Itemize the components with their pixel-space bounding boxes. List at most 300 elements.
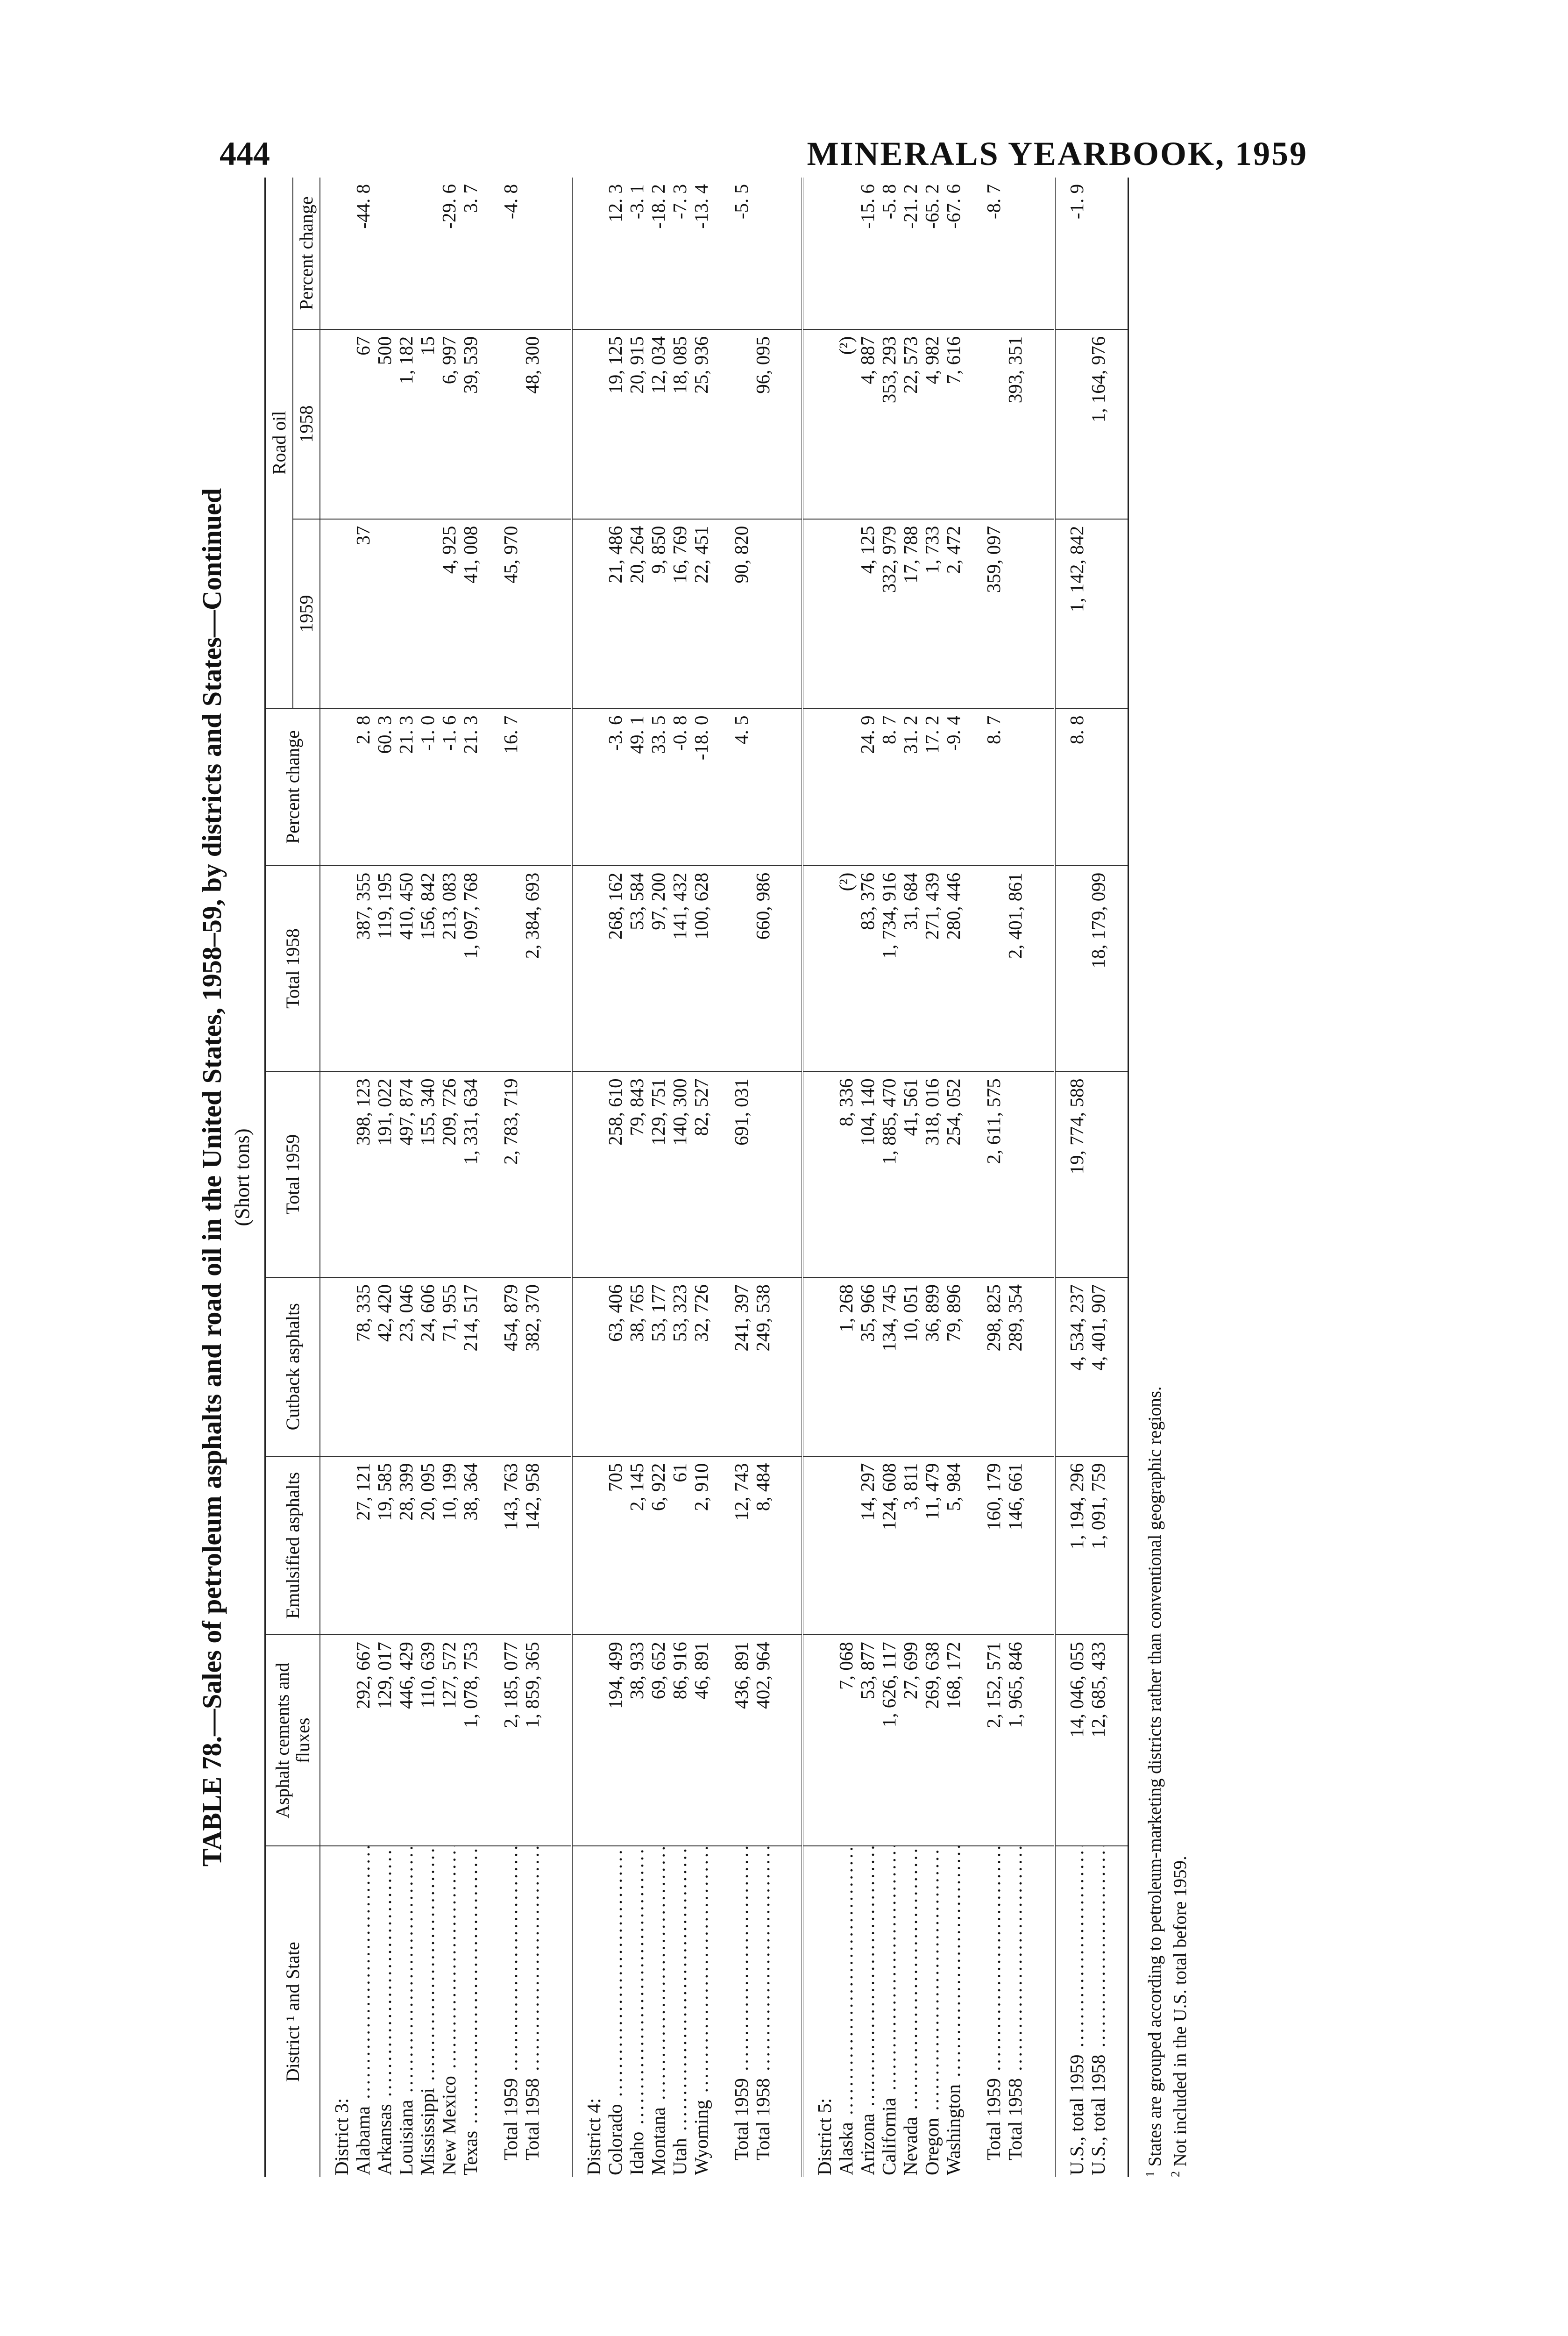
footnote: $^1$ States are grouped according to petroleum-marketing districts rather than conventional geographic regions. (1143, 1386, 1165, 2177)
row-label: Total 1959 (731, 2078, 752, 2160)
table-row (857, 178, 878, 2177)
cell: -1. 9 (1055, 178, 1087, 329)
cell: 4, 925 (438, 519, 460, 709)
table-row (647, 178, 669, 2177)
cell: 705 (604, 1456, 626, 1635)
cell: -5. 8 (878, 178, 900, 329)
cell: 5, 984 (943, 1456, 964, 1635)
cell: 142, 958 (521, 1456, 543, 1635)
header-road-1958: 1958 (293, 329, 320, 519)
cell: 1, 734, 916 (878, 866, 900, 1072)
cell: 3. 7 (460, 178, 481, 329)
cell: -7. 3 (669, 178, 690, 329)
cell: 14, 046, 055 (1055, 1635, 1087, 1846)
cell: 28, 399 (395, 1456, 417, 1635)
row-label: Total 1958 (752, 2078, 773, 2160)
table-row (395, 178, 417, 2177)
cell: -15. 6 (857, 178, 878, 329)
cell: 2, 152, 571 (983, 1635, 1004, 1846)
footnotes (1140, 178, 1191, 2177)
cell: 124, 608 (878, 1456, 900, 1635)
cell: 96, 095 (752, 329, 773, 519)
row-label: U.S., total 1958 (1087, 2054, 1109, 2175)
cell (1087, 708, 1109, 865)
cell: 20, 264 (626, 519, 647, 709)
cell: 79, 896 (943, 1277, 964, 1456)
cell (752, 178, 773, 329)
table-row (626, 178, 647, 2177)
header-percent-change: Percent change (265, 708, 320, 865)
district-heading-row (320, 178, 352, 2177)
cell (500, 329, 521, 519)
row-label: Alaska (835, 2122, 857, 2175)
cell: -13. 4 (690, 178, 712, 329)
cell: 24. 9 (857, 708, 878, 865)
cell: 12. 3 (604, 178, 626, 329)
cell (1087, 519, 1109, 709)
cell (417, 178, 438, 329)
cell: 4. 5 (731, 708, 752, 865)
cell: 2, 384, 693 (521, 866, 543, 1072)
header-road-percent-change: Percent change (293, 178, 320, 329)
cell: 691, 031 (731, 1071, 752, 1277)
cell (1055, 866, 1087, 1072)
cell: 1, 182 (395, 329, 417, 519)
cell (731, 866, 752, 1072)
cell: 2, 185, 077 (500, 1635, 521, 1846)
cell: 10, 051 (900, 1277, 921, 1456)
cell (521, 519, 543, 709)
cell: 90, 820 (731, 519, 752, 709)
cell: 37 (352, 519, 374, 709)
cell: 254, 052 (943, 1071, 964, 1277)
table-row (352, 178, 374, 2177)
cell: 48, 300 (521, 329, 543, 519)
cell: 18, 085 (669, 329, 690, 519)
cell: 4, 982 (921, 329, 943, 519)
cell: 402, 964 (752, 1635, 773, 1846)
footnote: $^2$ Not included in the U.S. total before 1959. (1169, 1856, 1190, 2177)
cell (983, 329, 1004, 519)
table-row (438, 178, 460, 2177)
row-label: Utah (669, 2138, 690, 2175)
cell: 71, 955 (438, 1277, 460, 1456)
cell: 1, 331, 634 (460, 1071, 481, 1277)
cell: 292, 667 (352, 1635, 374, 1846)
cell: (²) (835, 329, 857, 519)
cell: 289, 354 (1004, 1277, 1026, 1456)
cell: 16, 769 (669, 519, 690, 709)
district-heading-row (802, 178, 835, 2177)
row-label: Wyoming (690, 2100, 712, 2175)
cell: 53, 877 (857, 1635, 878, 1846)
cell: 12, 743 (731, 1456, 752, 1635)
cell: 6, 997 (438, 329, 460, 519)
cell: 168, 172 (943, 1635, 964, 1846)
cell (1004, 178, 1026, 329)
cell: 45, 970 (500, 519, 521, 709)
cell: 209, 726 (438, 1071, 460, 1277)
cell: -0. 8 (669, 708, 690, 865)
district-heading-row (572, 178, 604, 2177)
row-label: Total 1959 (500, 2078, 521, 2160)
cell: 10, 199 (438, 1456, 460, 1635)
cell: 382, 370 (521, 1277, 543, 1456)
cell: 500 (374, 329, 395, 519)
cell (835, 519, 857, 709)
row-label: Colorado (604, 2104, 626, 2175)
cell: 23, 046 (395, 1277, 417, 1456)
row-label: Mississippi (417, 2088, 438, 2175)
cell: 140, 300 (669, 1071, 690, 1277)
header-emulsified: Emulsified asphalts (265, 1456, 320, 1635)
cell: 8. 7 (983, 708, 1004, 865)
cell: 387, 355 (352, 866, 374, 1072)
district-heading: District 3: (331, 2098, 352, 2175)
cell: 12, 685, 433 (1087, 1635, 1109, 1846)
cell: -18. 0 (690, 708, 712, 865)
cell (374, 519, 395, 709)
cell (983, 866, 1004, 1072)
cell: 21. 3 (395, 708, 417, 865)
cell: 1, 885, 470 (878, 1071, 900, 1277)
cell (1004, 1071, 1026, 1277)
cell: 156, 842 (417, 866, 438, 1072)
cell: 269, 638 (921, 1635, 943, 1846)
cell: 7, 068 (835, 1635, 857, 1846)
cell (1004, 519, 1026, 709)
row-label: Oregon (921, 2118, 943, 2175)
table-row (417, 178, 438, 2177)
cell (1055, 329, 1087, 519)
cell: 2, 783, 719 (500, 1071, 521, 1277)
cell: 31, 684 (900, 866, 921, 1072)
cell: 35, 966 (857, 1277, 878, 1456)
cell: 1, 078, 753 (460, 1635, 481, 1846)
running-title: MINERALS YEARBOOK, 1959 (807, 135, 1308, 172)
cell: 353, 293 (878, 329, 900, 519)
cell: 9, 850 (647, 519, 669, 709)
cell: 82, 527 (690, 1071, 712, 1277)
cell: 27, 699 (900, 1635, 921, 1846)
header-asphalt-cements: Asphalt cements and fluxes (265, 1635, 320, 1846)
cell: 129, 751 (647, 1071, 669, 1277)
cell: 16. 7 (500, 708, 521, 865)
cell: 38, 765 (626, 1277, 647, 1456)
cell: 8, 484 (752, 1456, 773, 1635)
cell: 332, 979 (878, 519, 900, 709)
cell: 213, 083 (438, 866, 460, 1072)
cell (752, 1071, 773, 1277)
cell: 60. 3 (374, 708, 395, 865)
cell: 8. 8 (1055, 708, 1087, 865)
table-header (265, 178, 320, 2177)
cell: 86, 916 (669, 1635, 690, 1846)
cell (1087, 1071, 1109, 1277)
cell (752, 708, 773, 865)
cell: 146, 661 (1004, 1456, 1026, 1635)
cell: -18. 2 (647, 178, 669, 329)
cell: 268, 162 (604, 866, 626, 1072)
cell: 1, 733 (921, 519, 943, 709)
cell: 155, 340 (417, 1071, 438, 1277)
cell: 127, 572 (438, 1635, 460, 1846)
table-row (460, 178, 481, 2177)
cell: 249, 538 (752, 1277, 773, 1456)
cell: 2, 611, 575 (983, 1071, 1004, 1277)
cell: 11, 479 (921, 1456, 943, 1635)
cell: -65. 2 (921, 178, 943, 329)
cell (395, 519, 417, 709)
cell (1087, 178, 1109, 329)
row-label: Louisiana (395, 2100, 417, 2175)
table-row (878, 178, 900, 2177)
table-row (604, 178, 626, 2177)
cell: 42, 420 (374, 1277, 395, 1456)
cell: 1, 091, 759 (1087, 1456, 1109, 1635)
cell: 97, 200 (647, 866, 669, 1072)
cell: -44. 8 (352, 178, 374, 329)
row-label: New Mexico (438, 2076, 460, 2175)
cell: 21. 3 (460, 708, 481, 865)
cell (835, 708, 857, 865)
cell (374, 178, 395, 329)
cell: 41, 008 (460, 519, 481, 709)
cell: 410, 450 (395, 866, 417, 1072)
cell: -29. 6 (438, 178, 460, 329)
header-stub: District ¹ and State (265, 1846, 320, 2178)
row-label: Montana (647, 2107, 669, 2175)
table-body (320, 178, 1128, 2177)
header-total-1958: Total 1958 (265, 866, 320, 1072)
cell: 19, 774, 588 (1055, 1071, 1087, 1277)
cell: -4. 8 (500, 178, 521, 329)
cell: 83, 376 (857, 866, 878, 1072)
district-heading: District 5: (814, 2098, 835, 2175)
row-label: Total 1958 (521, 2078, 543, 2160)
cell: 14, 297 (857, 1456, 878, 1635)
row-label: Arkansas (374, 2104, 395, 2175)
cell: 104, 140 (857, 1071, 878, 1277)
cell: 7, 616 (943, 329, 964, 519)
row-label: Idaho (626, 2131, 647, 2175)
cell: 134, 745 (878, 1277, 900, 1456)
total-row (500, 178, 521, 2177)
cell: 359, 097 (983, 519, 1004, 709)
cell: 454, 879 (500, 1277, 521, 1456)
cell: 78, 335 (352, 1277, 374, 1456)
table-row (900, 178, 921, 2177)
cell: 446, 429 (395, 1635, 417, 1846)
cell: 22, 451 (690, 519, 712, 709)
cell: 1, 859, 365 (521, 1635, 543, 1846)
cell: 24, 606 (417, 1277, 438, 1456)
cell (521, 178, 543, 329)
cell: 160, 179 (983, 1456, 1004, 1635)
cell: 38, 364 (460, 1456, 481, 1635)
cell: 194, 499 (604, 1635, 626, 1846)
cell: 20, 095 (417, 1456, 438, 1635)
us-total-row (1055, 178, 1087, 2177)
cell: -67. 6 (943, 178, 964, 329)
header-road-1959: 1959 (293, 519, 320, 709)
total-row (1004, 178, 1026, 2177)
total-row (521, 178, 543, 2177)
cell: 17, 788 (900, 519, 921, 709)
row-label: Nevada (900, 2116, 921, 2175)
cell: 18, 179, 099 (1087, 866, 1109, 1072)
cell: 4, 534, 237 (1055, 1277, 1087, 1456)
cell: 69, 652 (647, 1635, 669, 1846)
row-label: Total 1958 (1004, 2078, 1026, 2160)
cell: 53, 584 (626, 866, 647, 1072)
cell: 41, 561 (900, 1071, 921, 1277)
cell: 53, 323 (669, 1277, 690, 1456)
cell: -9. 4 (943, 708, 964, 865)
cell: 143, 763 (500, 1456, 521, 1635)
cell: 214, 517 (460, 1277, 481, 1456)
cell: -1. 6 (438, 708, 460, 865)
cell: 1, 626, 117 (878, 1635, 900, 1846)
cell: 79, 843 (626, 1071, 647, 1277)
cell: 61 (669, 1456, 690, 1635)
cell: 271, 439 (921, 866, 943, 1072)
table-row (669, 178, 690, 2177)
table-row (690, 178, 712, 2177)
cell: 33. 5 (647, 708, 669, 865)
header-cutback: Cutback asphalts (265, 1277, 320, 1456)
cell: 4, 887 (857, 329, 878, 519)
cell: 2. 8 (352, 708, 374, 865)
cell (521, 1071, 543, 1277)
row-label: Arizona (857, 2113, 878, 2175)
cell: 49. 1 (626, 708, 647, 865)
total-row (752, 178, 773, 2177)
cell: 6, 922 (647, 1456, 669, 1635)
cell: 393, 351 (1004, 329, 1026, 519)
cell: 19, 125 (604, 329, 626, 519)
cell: 497, 874 (395, 1071, 417, 1277)
cell: -3. 1 (626, 178, 647, 329)
cell: 2, 910 (690, 1456, 712, 1635)
cell (521, 708, 543, 865)
cell: 1, 965, 846 (1004, 1635, 1026, 1846)
cell: 63, 406 (604, 1277, 626, 1456)
cell: 1, 268 (835, 1277, 857, 1456)
row-label: Washington (943, 2084, 964, 2175)
cell: 2, 401, 861 (1004, 866, 1026, 1072)
cell: 141, 432 (669, 866, 690, 1072)
cell: 1, 194, 296 (1055, 1456, 1087, 1635)
cell: 119, 195 (374, 866, 395, 1072)
cell: 19, 585 (374, 1456, 395, 1635)
row-label: Alabama (352, 2106, 374, 2175)
cell: 46, 891 (690, 1635, 712, 1846)
us-total-row (1087, 178, 1109, 2177)
cell: 38, 933 (626, 1635, 647, 1846)
table-row (835, 178, 857, 2177)
table-unit: (Short tons) (231, 1128, 254, 1226)
total-row (731, 178, 752, 2177)
table-row (374, 178, 395, 2177)
cell: 2, 472 (943, 519, 964, 709)
cell (500, 866, 521, 1072)
cell: 191, 022 (374, 1071, 395, 1277)
cell: 20, 915 (626, 329, 647, 519)
cell: 27, 121 (352, 1456, 374, 1635)
cell: 22, 573 (900, 329, 921, 519)
cell: -1. 0 (417, 708, 438, 865)
header-road-oil: Road oil (265, 178, 293, 708)
cell (1004, 708, 1026, 865)
cell: 1, 164, 976 (1087, 329, 1109, 519)
cell: -21. 2 (900, 178, 921, 329)
cell: 398, 123 (352, 1071, 374, 1277)
row-label: Total 1959 (983, 2078, 1004, 2160)
cell: 241, 397 (731, 1277, 752, 1456)
cell: 12, 034 (647, 329, 669, 519)
cell: 100, 628 (690, 866, 712, 1072)
cell: 67 (352, 329, 374, 519)
cell: 3, 811 (900, 1456, 921, 1635)
cell: 25, 936 (690, 329, 712, 519)
cell: 258, 610 (604, 1071, 626, 1277)
cell: 15 (417, 329, 438, 519)
cell: -8. 7 (983, 178, 1004, 329)
cell (835, 178, 857, 329)
cell: 4, 401, 907 (1087, 1277, 1109, 1456)
cell (752, 519, 773, 709)
table-row (943, 178, 964, 2177)
cell: (²) (835, 866, 857, 1072)
cell: 318, 016 (921, 1071, 943, 1277)
row-label: U.S., total 1959 (1066, 2054, 1087, 2175)
cell: 21, 486 (604, 519, 626, 709)
cell (731, 329, 752, 519)
cell: -5. 5 (731, 178, 752, 329)
cell: 39, 539 (460, 329, 481, 519)
district-heading: District 4: (583, 2098, 604, 2175)
cell: 110, 639 (417, 1635, 438, 1846)
total-row (983, 178, 1004, 2177)
row-label: California (878, 2097, 900, 2175)
cell: 4, 125 (857, 519, 878, 709)
cell: 129, 017 (374, 1635, 395, 1846)
cell: -3. 6 (604, 708, 626, 865)
cell: 31. 2 (900, 708, 921, 865)
table-caption: TABLE 78.—Sales of petroleum asphalts and road oil in the United States, 1958–59, by districts and States—Continued (197, 488, 227, 1867)
cell: 436, 891 (731, 1635, 752, 1846)
row-label: Texas (460, 2130, 481, 2175)
cell: 298, 825 (983, 1277, 1004, 1456)
cell: 36, 899 (921, 1277, 943, 1456)
page-number: 444 (220, 135, 270, 172)
cell: 2, 145 (626, 1456, 647, 1635)
asphalt-sales-table (264, 178, 1129, 2177)
cell: 53, 177 (647, 1277, 669, 1456)
cell (395, 178, 417, 329)
cell: 32, 726 (690, 1277, 712, 1456)
cell: 1, 142, 842 (1055, 519, 1087, 709)
table-row (921, 178, 943, 2177)
cell: 17. 2 (921, 708, 943, 865)
rotated-table-block (187, 178, 1327, 2177)
cell: 8, 336 (835, 1071, 857, 1277)
cell (417, 519, 438, 709)
header-total-1959: Total 1959 (265, 1071, 320, 1277)
cell: 1, 097, 768 (460, 866, 481, 1072)
cell: 660, 986 (752, 866, 773, 1072)
